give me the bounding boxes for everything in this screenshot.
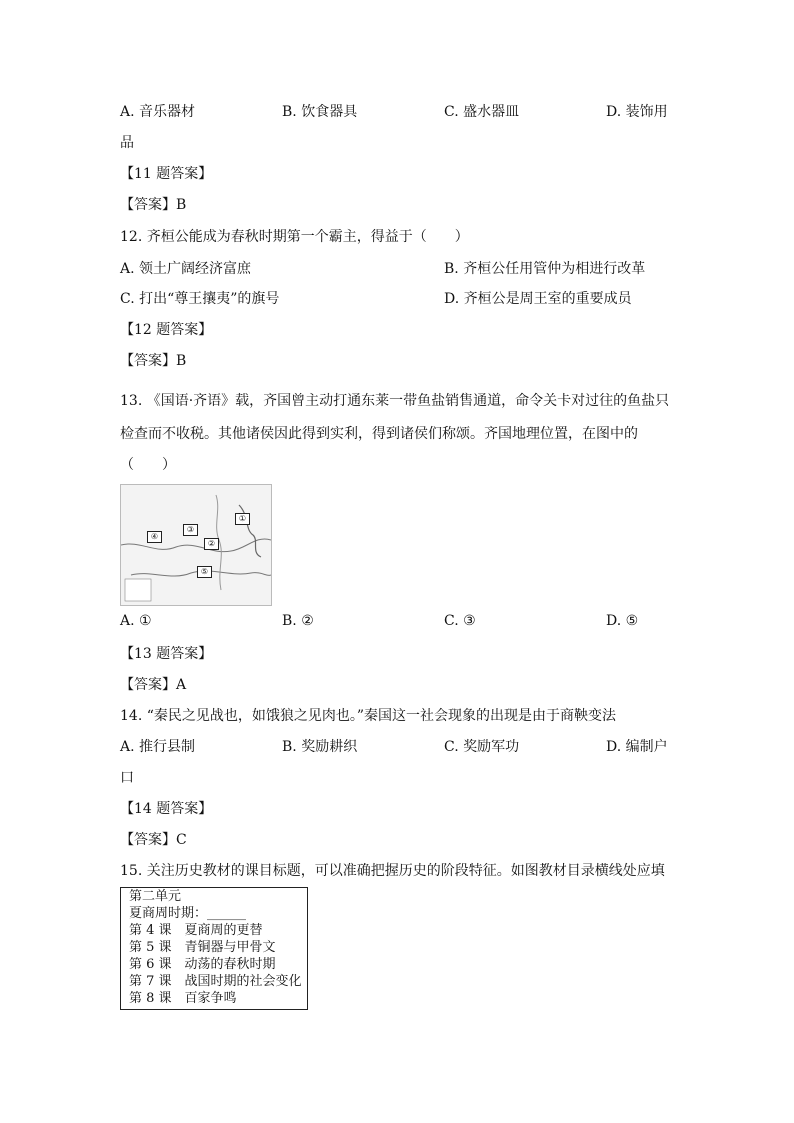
q12-heading: 【12 题答案】: [120, 322, 213, 338]
map-marker-2: ②: [204, 538, 219, 550]
q15-question: 15. 关注历史教材的课目标题，可以准确把握历史的阶段特征。如图教材目录横线处应填: [120, 863, 665, 879]
q11-heading: 【11 题答案】: [120, 166, 213, 182]
q12-question: 12. 齐桓公能成为春秋时期第一个霸主，得益于（ ）: [120, 229, 469, 245]
q14-option-b: B. 奖励耕织: [282, 739, 358, 755]
toc-line: 夏商周时期：______: [129, 906, 247, 921]
q14-answer: 【答案】C: [120, 832, 187, 848]
map-terrain: [121, 485, 271, 605]
q13-option-b: B. ②: [282, 613, 314, 629]
q10-option-a: A. 音乐器材: [120, 104, 196, 120]
q14-option-d: D. 编制户: [606, 739, 668, 755]
q13-answer: 【答案】A: [120, 677, 187, 693]
toc-line: 第 7 课 战国时期的社会变化: [129, 974, 302, 989]
map-marker-3: ③: [183, 524, 198, 536]
map-marker-4: ④: [147, 531, 162, 543]
q14-option-a: A. 推行县制: [120, 739, 196, 755]
map-marker-1: ①: [235, 513, 250, 525]
q13-question-line3: （ ）: [120, 457, 176, 473]
toc-line: 第 4 课 夏商周的更替: [129, 923, 263, 938]
q12-option-a: A. 领土广阔经济富庶: [120, 261, 252, 277]
map-marker-5: ⑤: [197, 566, 212, 578]
q13-heading: 【13 题答案】: [120, 646, 213, 662]
q15-textbook-toc: [120, 887, 308, 1010]
toc-line: 第 5 课 青铜器与甲骨文: [129, 940, 276, 955]
toc-line: 第 6 课 动荡的春秋时期: [129, 957, 276, 972]
q12-option-c: C. 打出“尊王攘夷”的旗号: [120, 291, 280, 307]
q13-option-a: A. ①: [120, 613, 152, 629]
q13-question-line2: 检查而不收税。其他诸侯因此得到实利，得到诸侯们称颂。齐国地理位置，在图中的: [120, 426, 638, 442]
q12-option-d: D. 齐桓公是周王室的重要成员: [444, 291, 632, 307]
q13-question-line1: 13. 《国语·齐语》载，齐国曾主动打通东莱一带鱼盐销售通道，命令关卡对过往的鱼盐只: [120, 393, 670, 409]
q10-option-c: C. 盛水器皿: [444, 104, 520, 120]
q13-option-c: C. ③: [444, 613, 476, 629]
q13-map: [120, 484, 272, 606]
q11-answer: 【答案】B: [120, 197, 187, 213]
q10-option-d: D. 装饰用: [606, 104, 668, 120]
q14-option-d-wrap: 口: [120, 770, 134, 786]
toc-line: 第二单元: [129, 889, 182, 904]
q14-option-c: C. 奖励军功: [444, 739, 520, 755]
toc-line: 第 8 课 百家争鸣: [129, 991, 237, 1006]
q14-question: 14. “秦民之见战也，如饿狼之见肉也。”秦国这一社会现象的出现是由于商鞅变法: [120, 708, 617, 724]
q12-option-b: B. 齐桓公任用管仲为相进行改革: [444, 261, 646, 277]
q14-heading: 【14 题答案】: [120, 801, 213, 817]
q13-option-d: D. ⑤: [606, 613, 639, 629]
q10-option-b: B. 饮食器具: [282, 104, 358, 120]
q12-answer: 【答案】B: [120, 353, 187, 369]
q10-option-d-wrap: 品: [120, 135, 134, 151]
